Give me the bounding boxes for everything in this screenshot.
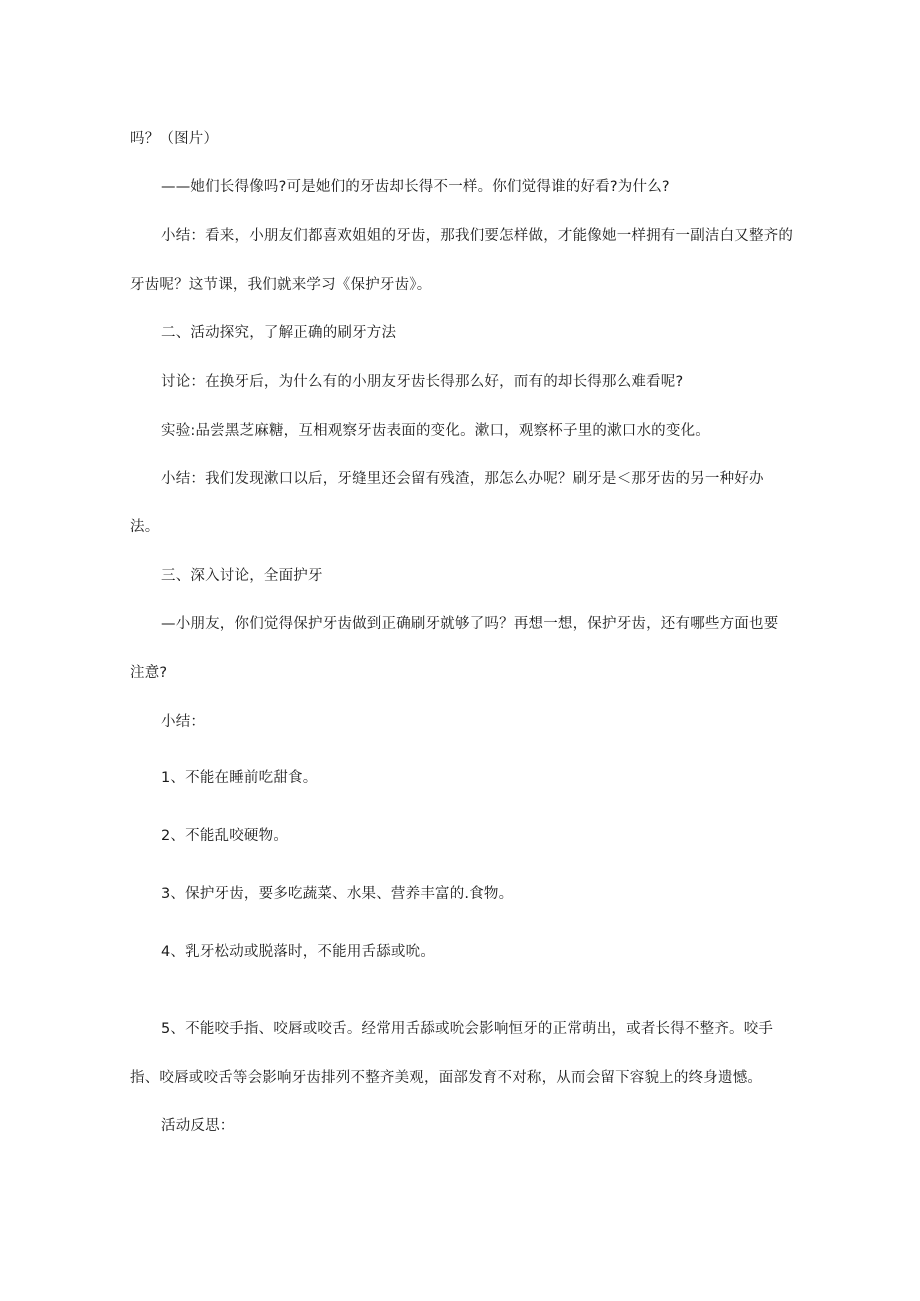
list-item: 5、不能咬手指、咬唇或咬舌。经常用舌舔或吮会影响恒牙的正常萌出，或者长得不整齐。咬手 (161, 1021, 774, 1037)
text-line: 法。 (130, 519, 160, 535)
text-line: 小结： (161, 714, 206, 730)
list-item: 2、不能乱咬硬物。 (161, 828, 289, 844)
text-line: 实验:品尝黑芝麻糖，互相观察牙齿表面的变化。漱口，观察杯子里的漱口水的变化。 (161, 423, 710, 439)
text-line: ——她们长得像吗?可是她们的牙齿却长得不一样。你们觉得谁的好看?为什么? (161, 179, 670, 195)
section-heading: 二、活动探究，了解正确的刷牙方法 (161, 325, 397, 341)
text-line: 牙齿呢？这节课，我们就来学习《保护牙齿》。 (130, 277, 432, 293)
list-item: 4、乳牙松动或脱落时，不能用舌舔或吮。 (161, 944, 436, 960)
text-line: 吗？（图片） (130, 131, 219, 147)
section-heading: 三、深入讨论，全面护牙 (161, 568, 323, 584)
text-line: 讨论：在换牙后，为什么有的小朋友牙齿长得那么好，而有的却长得那么难看呢? (161, 374, 684, 390)
text-line: 活动反思： (161, 1118, 235, 1134)
text-line: 注意? (130, 665, 168, 681)
list-item: 3、保护牙齿，要多吃蔬菜、水果、营养丰富的.食物。 (161, 886, 514, 902)
text-line: 小结：我们发现漱口以后，牙缝里还会留有残渣，那怎么办呢？刷牙是＜那牙齿的另一种好办 (161, 471, 764, 487)
text-line: 小结：看来，小朋友们都喜欢姐姐的牙齿，那我们要怎样做，才能像她一样拥有一副洁白又整齐的 (161, 228, 794, 244)
list-item: 1、不能在睡前吃甜食。 (161, 770, 318, 786)
text-line: 指、咬唇或咬舌等会影响牙齿排列不整齐美观，面部发育不对称，从而会留下容貌上的终身遗憾。 (130, 1070, 763, 1086)
text-line: —小朋友，你们觉得保护牙齿做到正确刷牙就够了吗？再想一想，保护牙齿，还有哪些方面也要 (161, 616, 779, 632)
